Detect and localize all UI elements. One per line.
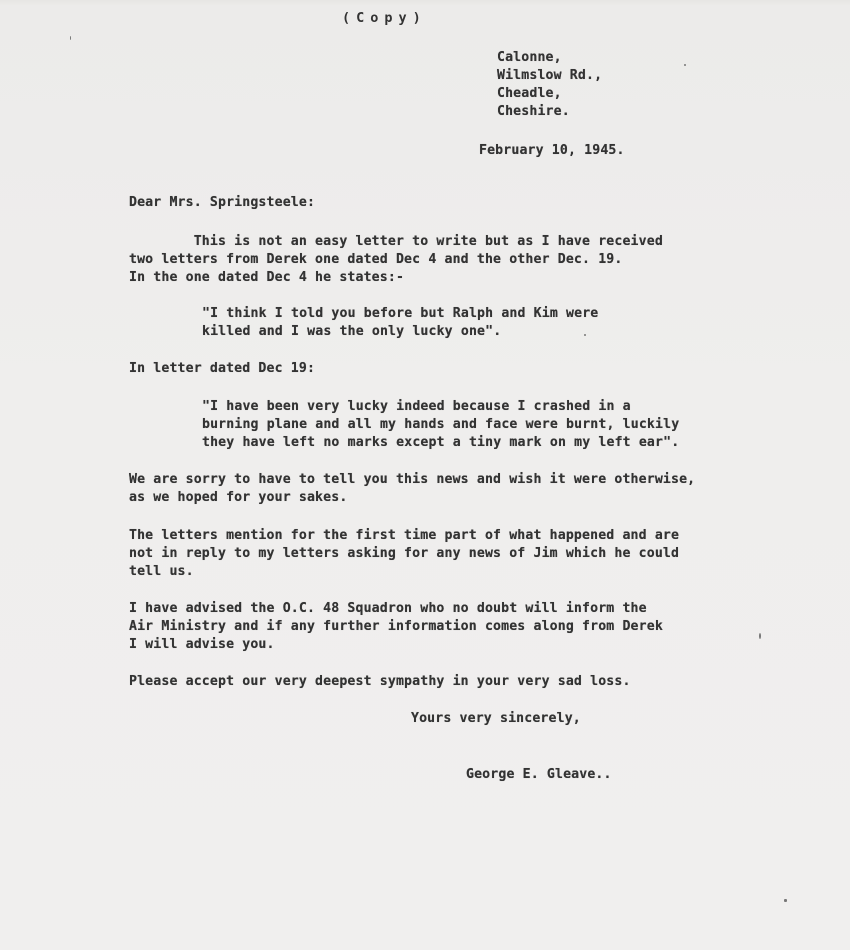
copy-mark: (Copy) — [342, 10, 427, 26]
quote-intro-dec-19: In letter dated Dec 19: — [129, 361, 316, 376]
paragraph-line: We are sorry to have to tell you this news and wish it were otherwise, — [129, 472, 696, 487]
paper-speck — [784, 899, 787, 902]
signature: George E. Gleave.. — [466, 767, 612, 782]
paper-speck — [584, 334, 586, 336]
paragraph-line: not in reply to my letters asking for any news of Jim which he could — [129, 546, 680, 561]
address-line: Cheshire. — [497, 104, 570, 119]
paragraph-line: Air Ministry and if any further information comes along from Derek — [129, 619, 663, 634]
paragraph-line: two letters from Derek one dated Dec 4 and the other Dec. 19. — [129, 252, 623, 267]
paragraph-line: as we hoped for your sakes. — [129, 490, 348, 505]
address-line: Wilmslow Rd., — [497, 68, 603, 83]
paragraph-sympathy: Please accept our very deepest sympathy in your very sad loss. — [129, 674, 631, 689]
paragraph-line: The letters mention for the first time part of what happened and are — [129, 528, 680, 543]
address-line: Cheadle, — [497, 86, 562, 101]
paragraph-line: I will advise you. — [129, 637, 275, 652]
paragraph-line: In the one dated Dec 4 he states:- — [129, 270, 405, 285]
quote-line: killed and I was the only lucky one". — [202, 324, 502, 339]
quote-line: "I think I told you before but Ralph and Kim were — [202, 306, 599, 321]
quote-line: they have left no marks except a tiny mark on my left ear". — [202, 435, 680, 450]
quote-line: "I have been very lucky indeed because I crashed in a — [202, 399, 631, 414]
address-line: Calonne, — [497, 50, 562, 65]
paragraph-line: tell us. — [129, 564, 194, 579]
closing: Yours very sincerely, — [411, 711, 581, 726]
paper-speck — [684, 64, 686, 66]
letter-date: February 10, 1945. — [479, 143, 625, 158]
paper-speck — [759, 633, 761, 639]
paragraph-line: I have advised the O.C. 48 Squadron who no doubt will inform the — [129, 601, 647, 616]
paragraph-line: This is not an easy letter to write but as I have received — [129, 234, 663, 249]
salutation: Dear Mrs. Springsteele: — [129, 195, 316, 210]
paper-speck — [70, 36, 71, 40]
quote-line: burning plane and all my hands and face were burnt, luckily — [202, 417, 680, 432]
